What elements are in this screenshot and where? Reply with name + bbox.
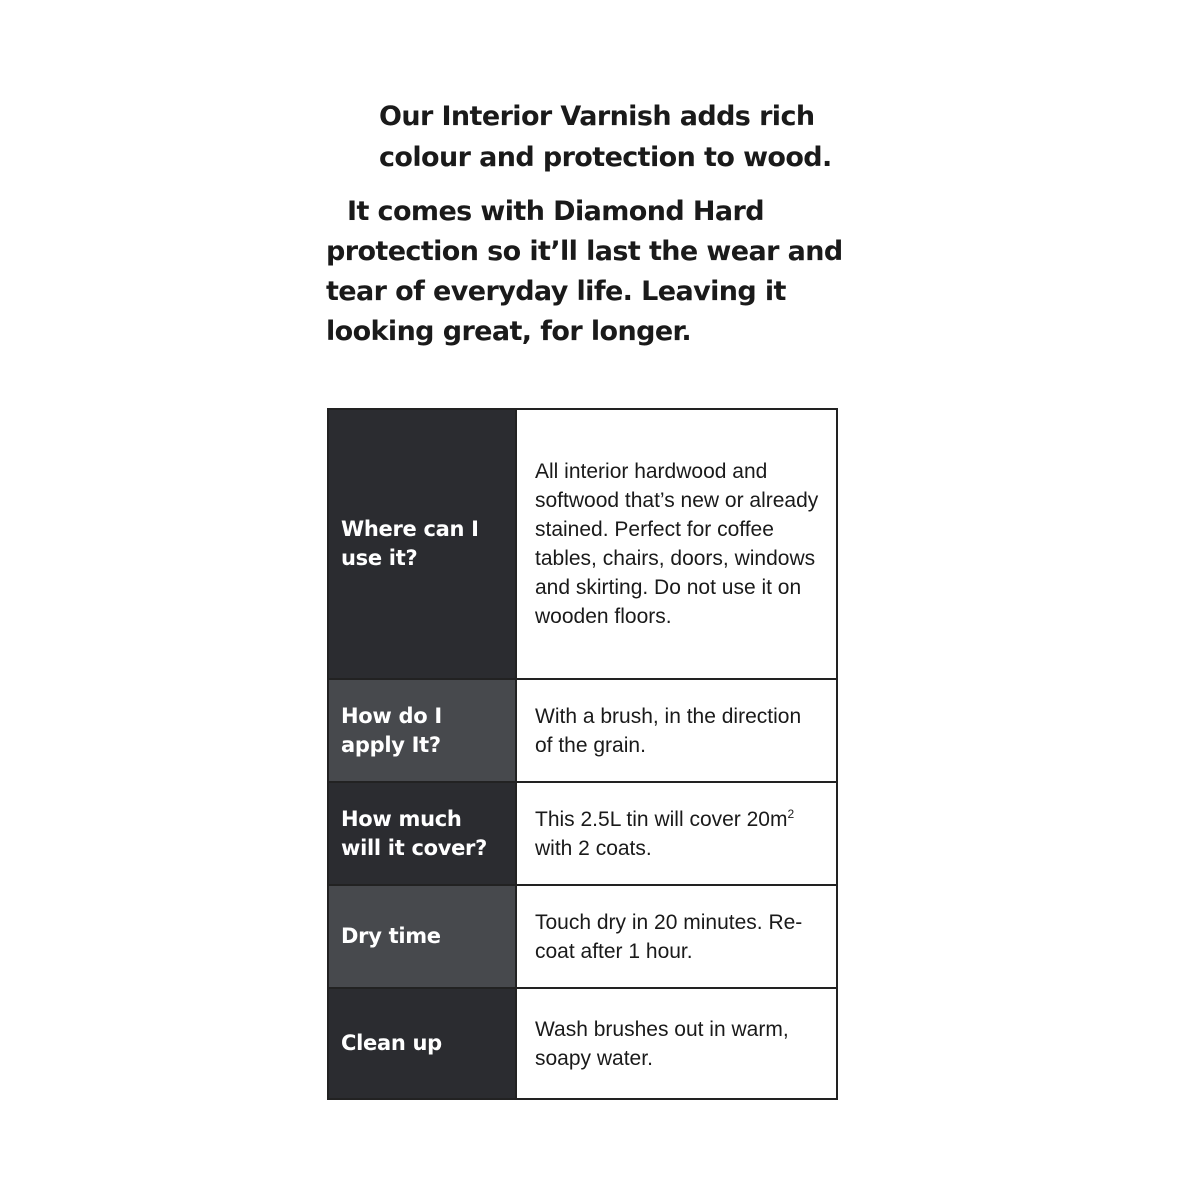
row-label: Where can I use it? (329, 410, 515, 678)
row-value (515, 783, 836, 884)
intro-line: colour and protection to wood. (379, 142, 832, 173)
intro-heading (379, 96, 879, 178)
row-value-text: All interior hardwood and softwood that’s new or already stained. Perfect for coffee tables, chairs, doors, windows and skirting. Do not use it on wooden floors. (535, 460, 819, 628)
row-value (515, 886, 836, 987)
coverage-text: This 2.5L tin will cover 20m (535, 807, 788, 831)
description-line: looking great, for longer. (326, 316, 692, 347)
row-value (515, 989, 836, 1098)
squared-superscript: 2 (787, 806, 795, 821)
row-value-text: Touch dry in 20 minutes. Re-coat after 1 hour. (535, 910, 803, 963)
table-row (329, 678, 836, 781)
table-row (329, 884, 836, 987)
row-value-text (535, 805, 822, 863)
usage-info-table (327, 408, 838, 1100)
table-row (329, 410, 836, 678)
description-line: protection so it’ll last the wear and (326, 236, 843, 267)
row-value (515, 680, 836, 781)
description-line: tear of everyday life. Leaving it (326, 276, 786, 307)
row-label: How much will it cover? (329, 783, 515, 884)
row-label: How do I apply It? (329, 680, 515, 781)
table-row (329, 987, 836, 1098)
row-value-text: With a brush, in the direction of the grain. (535, 704, 802, 757)
intro-line: Our Interior Varnish adds rich (379, 101, 815, 132)
coverage-coats-text: with 2 coats. (535, 836, 652, 860)
row-label: Clean up (329, 989, 515, 1098)
row-value (515, 410, 836, 678)
row-value-text: Wash brushes out in warm, soapy water. (535, 1017, 789, 1070)
table-row (329, 781, 836, 884)
row-label: Dry time (329, 886, 515, 987)
description-paragraph (326, 192, 866, 352)
description-line: It comes with Diamond Hard (347, 196, 764, 227)
